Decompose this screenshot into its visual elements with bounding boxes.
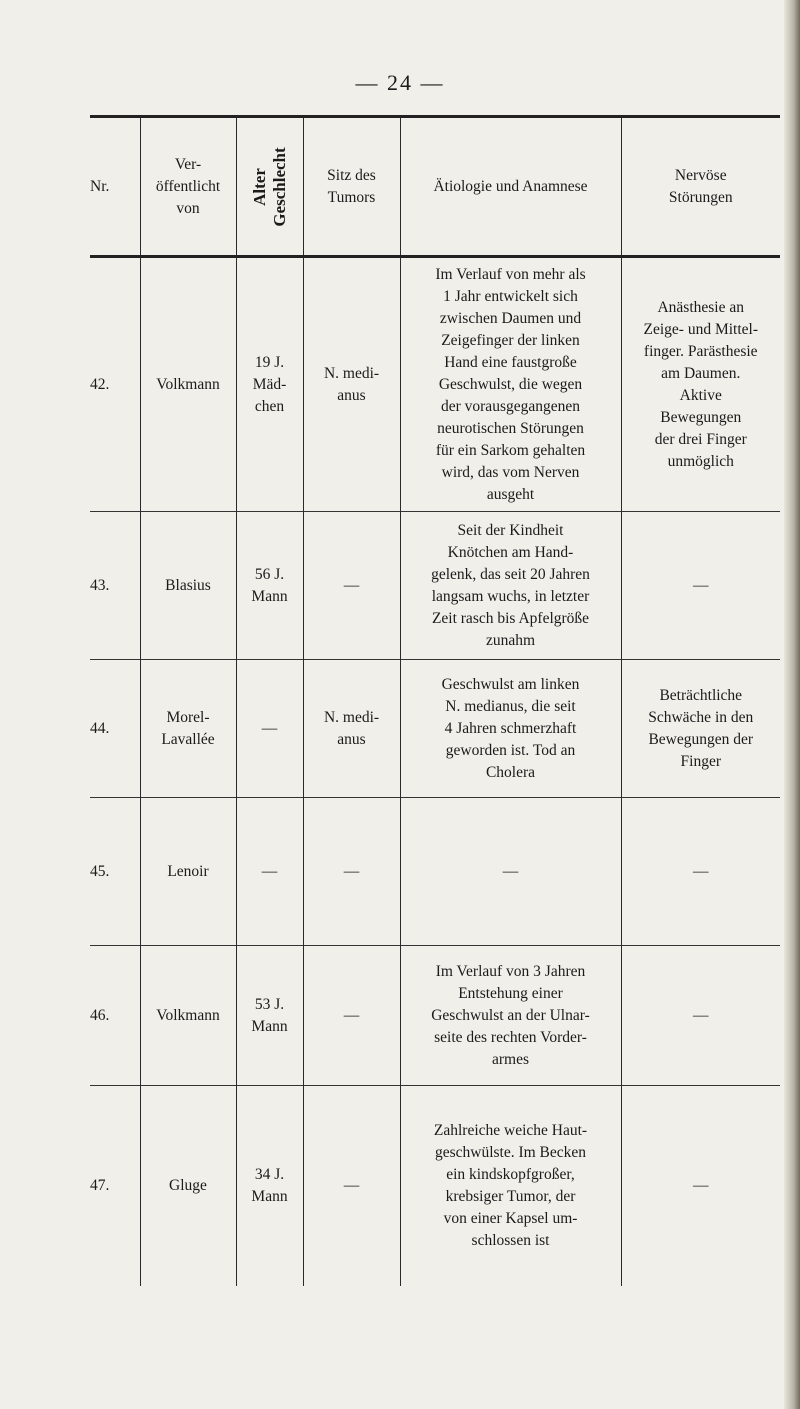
cell-line: chen (254, 397, 285, 415)
header-alter: Alter (249, 167, 269, 206)
cell-line: der drei Finger (654, 430, 747, 448)
cell-line: anus (337, 386, 366, 404)
cell-nr: 47. (90, 1086, 140, 1286)
cell-line: N. medi- (323, 708, 380, 726)
cell-alter (236, 512, 303, 660)
cell-line: anus (337, 730, 366, 748)
cell-sitz (303, 946, 400, 1086)
cell-line: Morel- (166, 708, 210, 726)
cell-line: Im Verlauf von mehr als (435, 265, 586, 283)
cell-alter (236, 257, 303, 512)
header-veroeffentlicht-line: öffentlicht (155, 177, 221, 195)
cell-line: — (693, 862, 709, 880)
cell-line: Entstehung einer (458, 984, 563, 1002)
cell-line: geworden ist. Tod an (445, 741, 576, 759)
cell-line: finger. Parästhesie (643, 342, 758, 360)
cell-line: für ein Sarkom gehalten (435, 441, 586, 459)
cell-von (140, 946, 236, 1086)
case-table (90, 115, 780, 1286)
cell-line: Bewegungen (660, 408, 742, 426)
cell-line: Anästhesie an (657, 298, 744, 316)
cell-line: zunahm (485, 631, 536, 649)
cell-line: 53 J. (254, 995, 285, 1013)
cell-line: zwischen Daumen und (439, 309, 582, 327)
header-sitz-line: Sitz des (327, 166, 376, 184)
header-aetiologie: Ätiologie und Anamnese (400, 117, 621, 257)
cell-line: — (261, 719, 278, 737)
cell-line: — (343, 576, 360, 594)
cell-stoerungen (621, 660, 780, 798)
header-row (90, 117, 780, 257)
cell-nr: 46. (90, 946, 140, 1086)
cell-line: Beträchtliche (659, 686, 743, 704)
cell-line: Aktive (679, 386, 722, 404)
cell-line: — (693, 576, 709, 594)
cell-line: unmöglich (667, 452, 734, 470)
cell-nr: 44. (90, 660, 140, 798)
cell-sitz (303, 257, 400, 512)
cell-line: Geschwulst an der Ulnar- (431, 1006, 590, 1024)
cell-line: schlossen ist (471, 1231, 550, 1249)
cell-line: Bewegungen der (648, 730, 754, 748)
cell-line: Zeit rasch bis Apfelgröße (431, 609, 590, 627)
cell-line: am Daumen. (661, 364, 741, 382)
cell-line: Knötchen am Hand- (447, 543, 574, 561)
cell-von (140, 660, 236, 798)
cell-line: Cholera (485, 763, 536, 781)
cell-line: Volkmann (156, 375, 220, 393)
cell-line: Finger (680, 752, 721, 770)
cell-line: Lavallée (161, 730, 215, 748)
page-edge-shadow (784, 0, 800, 1409)
cell-line: — (693, 1006, 709, 1024)
cell-nr: 45. (90, 798, 140, 946)
header-nervoese (621, 117, 780, 257)
cell-line: 56 J. (254, 565, 285, 583)
cell-stoerungen (621, 512, 780, 660)
cell-line: — (502, 862, 519, 880)
cell-anamnese (400, 798, 621, 946)
header-veroeffentlicht-line: Ver- (174, 155, 202, 173)
cell-sitz (303, 1086, 400, 1286)
cell-line: Geschwulst am linken (441, 675, 580, 693)
cell-line: krebsiger Tumor, der (445, 1187, 576, 1205)
cell-line: wird, das vom Nerven (441, 463, 580, 481)
cell-line: Schwäche in den (648, 708, 754, 726)
header-nervoese-line: Störungen (668, 188, 733, 206)
cell-line: N. medi- (323, 364, 380, 382)
cell-line: — (261, 862, 278, 880)
cell-line: ausgeht (486, 485, 535, 503)
table-row (90, 798, 780, 946)
table-row (90, 512, 780, 660)
cell-line: gelenk, das seit 20 Jahren (431, 565, 590, 583)
cell-line: N. medianus, die seit (445, 697, 576, 715)
cell-line: Mann (251, 587, 288, 605)
cell-line: Volkmann (156, 1006, 220, 1024)
header-geschlecht: Geschlecht (269, 146, 289, 227)
cell-line: Geschwulst, die wegen (438, 375, 583, 393)
cell-line: — (343, 1176, 360, 1194)
cell-line: — (343, 862, 360, 880)
cell-line: Hand eine faustgroße (444, 353, 577, 371)
header-sitz-line: Tumors (327, 188, 376, 206)
cell-line: Im Verlauf von 3 Jahren (435, 962, 586, 980)
cell-line: seite des rechten Vorder- (434, 1028, 587, 1046)
cell-line: 4 Jahren schmerzhaft (444, 719, 577, 737)
cell-stoerungen (621, 257, 780, 512)
cell-alter (236, 798, 303, 946)
cell-anamnese (400, 257, 621, 512)
cell-stoerungen (621, 946, 780, 1086)
page-number: — 24 — (355, 70, 445, 95)
cell-line: langsam wuchs, in letzter (431, 587, 590, 605)
cell-line: Gluge (169, 1176, 207, 1194)
cell-alter (236, 660, 303, 798)
cell-line: ein kindskopfgroßer, (446, 1165, 575, 1183)
cell-alter (236, 946, 303, 1086)
cell-nr: 42. (90, 257, 140, 512)
cell-line: Lenoir (167, 862, 209, 880)
cell-sitz (303, 660, 400, 798)
table-row (90, 257, 780, 512)
cell-line: Mann (251, 1017, 288, 1035)
cell-line: Zeige- und Mittel- (643, 320, 758, 338)
header-nr: Nr. (90, 117, 140, 257)
cell-sitz (303, 512, 400, 660)
header-sitz (303, 117, 400, 257)
cell-line: Zahlreiche weiche Haut- (433, 1121, 588, 1139)
table-row (90, 946, 780, 1086)
cell-anamnese (400, 660, 621, 798)
table-row (90, 660, 780, 798)
cell-anamnese (400, 512, 621, 660)
cell-anamnese (400, 1086, 621, 1286)
cell-line: von einer Kapsel um- (443, 1209, 578, 1227)
cell-nr: 43. (90, 512, 140, 660)
table-row (90, 1086, 780, 1286)
cell-line: geschwülste. Im Becken (434, 1143, 587, 1161)
cell-line: Zeigefinger der linken (441, 331, 580, 349)
header-veroeffentlicht (140, 117, 236, 257)
cell-von (140, 798, 236, 946)
cell-stoerungen (621, 1086, 780, 1286)
cell-line: armes (491, 1050, 529, 1068)
cell-line: 1 Jahr entwickelt sich (443, 287, 578, 305)
cell-line: Seit der Kindheit (457, 521, 564, 539)
cell-line: 19 J. (254, 353, 285, 371)
cell-line: Mann (251, 1187, 288, 1205)
cell-sitz (303, 798, 400, 946)
cell-line: — (343, 1006, 360, 1024)
cell-von (140, 257, 236, 512)
cell-von (140, 512, 236, 660)
header-veroeffentlicht-line: von (176, 199, 200, 217)
cell-von (140, 1086, 236, 1286)
header-alter-geschlecht (236, 117, 303, 257)
cell-line: Mäd- (252, 375, 287, 393)
header-nervoese-line: Nervöse (674, 166, 727, 184)
cell-alter (236, 1086, 303, 1286)
cell-line: neurotischen Störungen (437, 419, 584, 437)
cell-line: Blasius (165, 576, 211, 594)
cell-line: der vorausgegangenen (440, 397, 580, 415)
cell-anamnese (400, 946, 621, 1086)
cell-line: — (693, 1176, 709, 1194)
cell-stoerungen (621, 798, 780, 946)
cell-line: 34 J. (254, 1165, 285, 1183)
